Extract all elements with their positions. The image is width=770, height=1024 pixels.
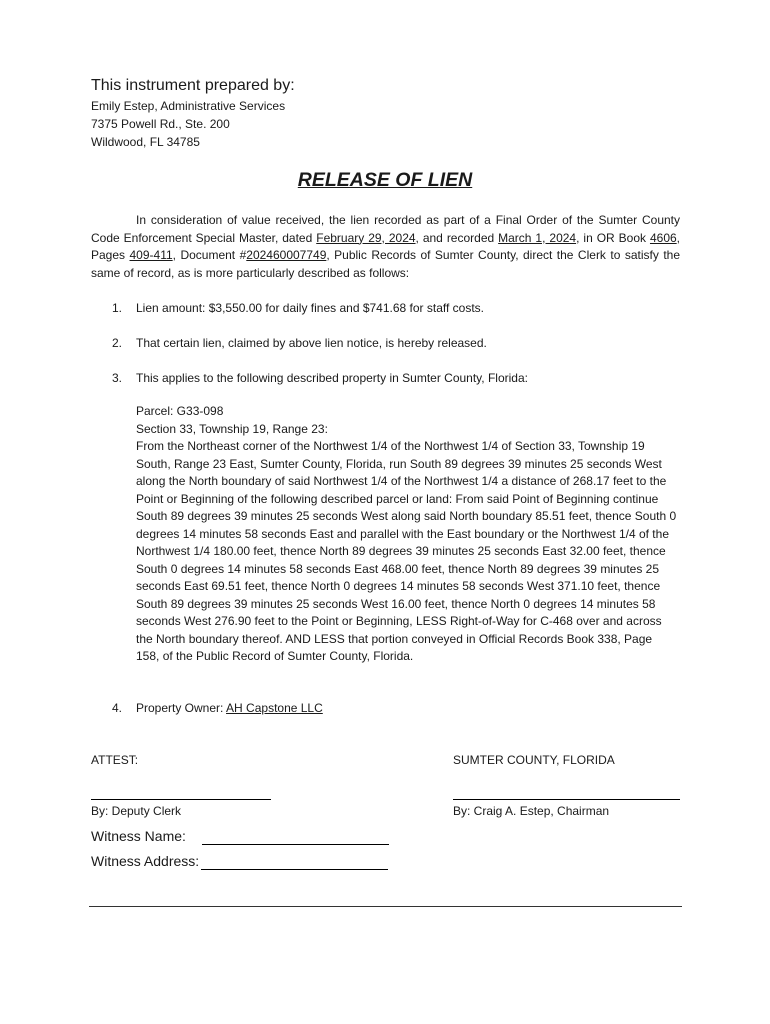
list-item-number: 1. — [112, 301, 123, 315]
preparer-heading: This instrument prepared by: — [91, 77, 295, 94]
intro-text-2: , and recorded — [415, 230, 499, 245]
metes-and-bounds: From the Northeast corner of the Northwest 1/4 of the Northwest 1/4 of Section 33, Township 19 South, Range 23 East, Sumter County, Florida, run South 89 degrees 39 minutes 25 seconds West along the North boundary of said Northwest 1/4 of the Northwest 1/4 a distance of 268.17 feet to the Point or Beginning of the following described parcel or land: From said Point of Beginning continue South 89 degrees 39 minutes 25 seconds West along said North boundary 85.51 feet, thence South 0 degrees 14 minutes 58 seconds East and parallel with the East boundary or the Northwest 1/4 of the Northwest 1/4 180.00 feet, thence North 89 degrees 39 minutes 25 seconds East 32.00 feet, thence South 0 degrees 14 minutes 58 seconds East 468.00 feet, thence North 89 degrees 39 minutes 25 seconds East 69.51 feet, thence North 0 degrees 14 minutes 58 seconds West 371.10 feet, thence South 89 degrees 39 minutes 25 seconds West 16.00 feet, thence North 0 degrees 14 minutes 58 seconds West 276.90 feet to the Point or Beginning, LESS Right-of-Way for C-468 over and across the North boundary thereof. AND LESS that portion conveyed in Official Records Book 338, Page 158, of the Public Record of Sumter County, Florida. — [136, 439, 677, 663]
preparer-address-line1: 7375 Powell Rd., Ste. 200 — [91, 117, 230, 131]
intro-paragraph — [91, 212, 680, 282]
document-number: 202460007749 — [246, 248, 327, 262]
attest-label: ATTEST: — [91, 753, 139, 767]
parcel-id: Parcel: G33-098 — [136, 404, 224, 418]
order-date: February 29, 2024 — [316, 230, 416, 245]
intro-text-4: , Pages — [91, 230, 681, 262]
page-range: 409-411 — [129, 248, 173, 262]
witness-name-label: Witness Name: — [91, 828, 186, 844]
preparer-name: Emily Estep, Administrative Services — [91, 99, 286, 113]
witness-address-field[interactable] — [201, 869, 388, 870]
clerk-signature-line[interactable] — [91, 799, 271, 800]
owner-label: Property Owner: — [136, 701, 227, 715]
or-book-number: 4606 — [649, 230, 677, 245]
intro-text-1: In consideration of value received, the lien recorded as part of a Final Order of the Sumter County Code Enforcement Special Master, dated — [91, 213, 680, 245]
list-item-number: 2. — [112, 336, 123, 350]
list-item-text: This applies to the following described property in Sumter County, Florida: — [136, 371, 528, 385]
document-title: RELEASE OF LIEN — [297, 169, 473, 191]
witness-address-label: Witness Address: — [91, 853, 200, 869]
chairman-label: By: Craig A. Estep, Chairman — [453, 804, 610, 818]
owner-line — [136, 700, 682, 718]
list-item-number: 4. — [112, 701, 123, 715]
recorded-date: March 1, 2024 — [498, 230, 577, 245]
legal-description — [136, 403, 678, 666]
chairman-signature-line[interactable] — [453, 799, 680, 800]
list-item-text: That certain lien, claimed by above lien notice, is hereby released. — [136, 336, 487, 350]
intro-text-5: , Document # — [172, 248, 247, 262]
intro-text-6: , Public Records of Sumter County, direct the Clerk to satisfy the same of record, as is more particularly described as follows: — [91, 248, 681, 280]
list-item-number: 3. — [112, 371, 123, 385]
section-township-range: Section 33, Township 19, Range 23: — [136, 421, 328, 436]
bottom-divider — [89, 906, 682, 907]
witness-name-field[interactable] — [202, 844, 389, 845]
deputy-clerk-label: By: Deputy Clerk — [91, 804, 182, 818]
county-label: SUMTER COUNTY, FLORIDA — [453, 753, 615, 767]
list-item-text: Lien amount: $3,550.00 for daily fines and $741.68 for staff costs. — [136, 301, 485, 315]
intro-text-3: , in OR Book — [576, 230, 650, 245]
owner-name: AH Capstone LLC — [226, 701, 323, 715]
preparer-address-line2: Wildwood, FL 34785 — [91, 135, 200, 149]
